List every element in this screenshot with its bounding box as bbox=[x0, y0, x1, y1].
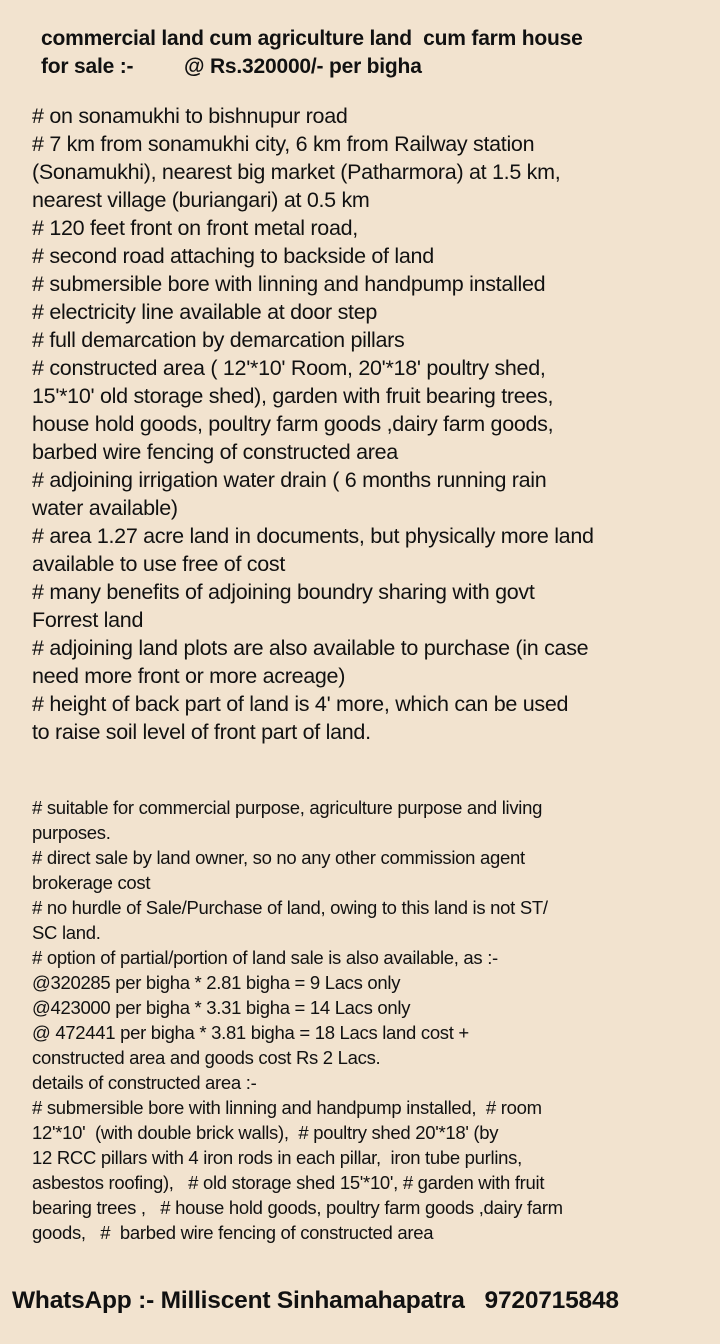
feature-line: # height of back part of land is 4' more, which can be used bbox=[32, 692, 569, 716]
detail-line: SC land. bbox=[32, 922, 101, 943]
feature-line: # 120 feet front on front metal road, bbox=[32, 216, 358, 240]
feature-line: # submersible bore with linning and handpump installed bbox=[32, 272, 546, 296]
detail-line: bearing trees , # house hold goods, poultry farm goods ,dairy farm bbox=[32, 1197, 563, 1218]
price-option-line: @320285 per bigha * 2.81 bigha = 9 Lacs only bbox=[32, 972, 401, 993]
price-option-line: @423000 per bigha * 3.31 bigha = 14 Lacs only bbox=[32, 997, 411, 1018]
detail-line: purposes. bbox=[32, 822, 111, 843]
detail-line: # no hurdle of Sale/Purchase of land, owing to this land is not ST/ bbox=[32, 897, 548, 918]
feature-line: # area 1.27 acre land in documents, but physically more land bbox=[32, 524, 594, 548]
feature-line: # constructed area ( 12'*10' Room, 20'*18' poultry shed, bbox=[32, 356, 546, 380]
price-option-line: constructed area and goods cost Rs 2 Lacs. bbox=[32, 1047, 381, 1068]
feature-line: water available) bbox=[32, 496, 178, 520]
feature-line: need more front or more acreage) bbox=[32, 664, 346, 688]
feature-line: # 7 km from sonamukhi city, 6 km from Railway station bbox=[32, 132, 535, 156]
feature-line: (Sonamukhi), nearest big market (Patharmora) at 1.5 km, bbox=[32, 160, 561, 184]
feature-line: # full demarcation by demarcation pillars bbox=[32, 328, 405, 352]
detail-line: # direct sale by land owner, so no any other commission agent bbox=[32, 847, 525, 868]
detail-line: 12'*10' (with double brick walls), # poultry shed 20'*18' (by bbox=[32, 1122, 499, 1143]
detail-line: goods, # barbed wire fencing of constructed area bbox=[32, 1222, 434, 1243]
feature-line: # adjoining irrigation water drain ( 6 months running rain bbox=[32, 468, 547, 492]
feature-line: # second road attaching to backside of land bbox=[32, 244, 434, 268]
feature-line: # electricity line available at door step bbox=[32, 300, 378, 324]
features-list bbox=[32, 102, 702, 746]
detail-line: 12 RCC pillars with 4 iron rods in each pillar, iron tube purlins, bbox=[32, 1147, 522, 1168]
feature-line: to raise soil level of front part of land. bbox=[32, 720, 371, 744]
feature-line: barbed wire fencing of constructed area bbox=[32, 440, 398, 464]
detail-line: # suitable for commercial purpose, agriculture purpose and living bbox=[32, 797, 543, 818]
feature-line: Forrest land bbox=[32, 608, 144, 632]
title-line: commercial land cum agriculture land cum farm house bbox=[41, 27, 583, 50]
feature-line: nearest village (buriangari) at 0.5 km bbox=[32, 188, 370, 212]
feature-line: # many benefits of adjoining boundry sharing with govt bbox=[32, 580, 535, 604]
feature-line: # adjoining land plots are also available to purchase (in case bbox=[32, 636, 589, 660]
feature-line: available to use free of cost bbox=[32, 552, 286, 576]
listing-title bbox=[41, 25, 701, 81]
price-option-line: @ 472441 per bigha * 3.81 bigha = 18 Lacs land cost + bbox=[32, 1022, 469, 1043]
detail-line: # submersible bore with linning and handpump installed, # room bbox=[32, 1097, 542, 1118]
detail-line: asbestos roofing), # old storage shed 15'*10', # garden with fruit bbox=[32, 1172, 545, 1193]
whatsapp-contact: WhatsApp :- Milliscent Sinhamahapatra 9720715848 bbox=[12, 1287, 619, 1314]
feature-line: house hold goods, poultry farm goods ,dairy farm goods, bbox=[32, 412, 554, 436]
feature-line: 15'*10' old storage shed), garden with fruit bearing trees, bbox=[32, 384, 554, 408]
title-price-line: for sale :- @ Rs.320000/- per bigha bbox=[41, 55, 422, 78]
feature-line: # on sonamukhi to bishnupur road bbox=[32, 104, 348, 128]
constructed-area-heading: details of constructed area :- bbox=[32, 1072, 257, 1093]
detail-line: brokerage cost bbox=[32, 872, 151, 893]
details-list bbox=[32, 795, 702, 1245]
detail-line: # option of partial/portion of land sale is also available, as :- bbox=[32, 947, 498, 968]
